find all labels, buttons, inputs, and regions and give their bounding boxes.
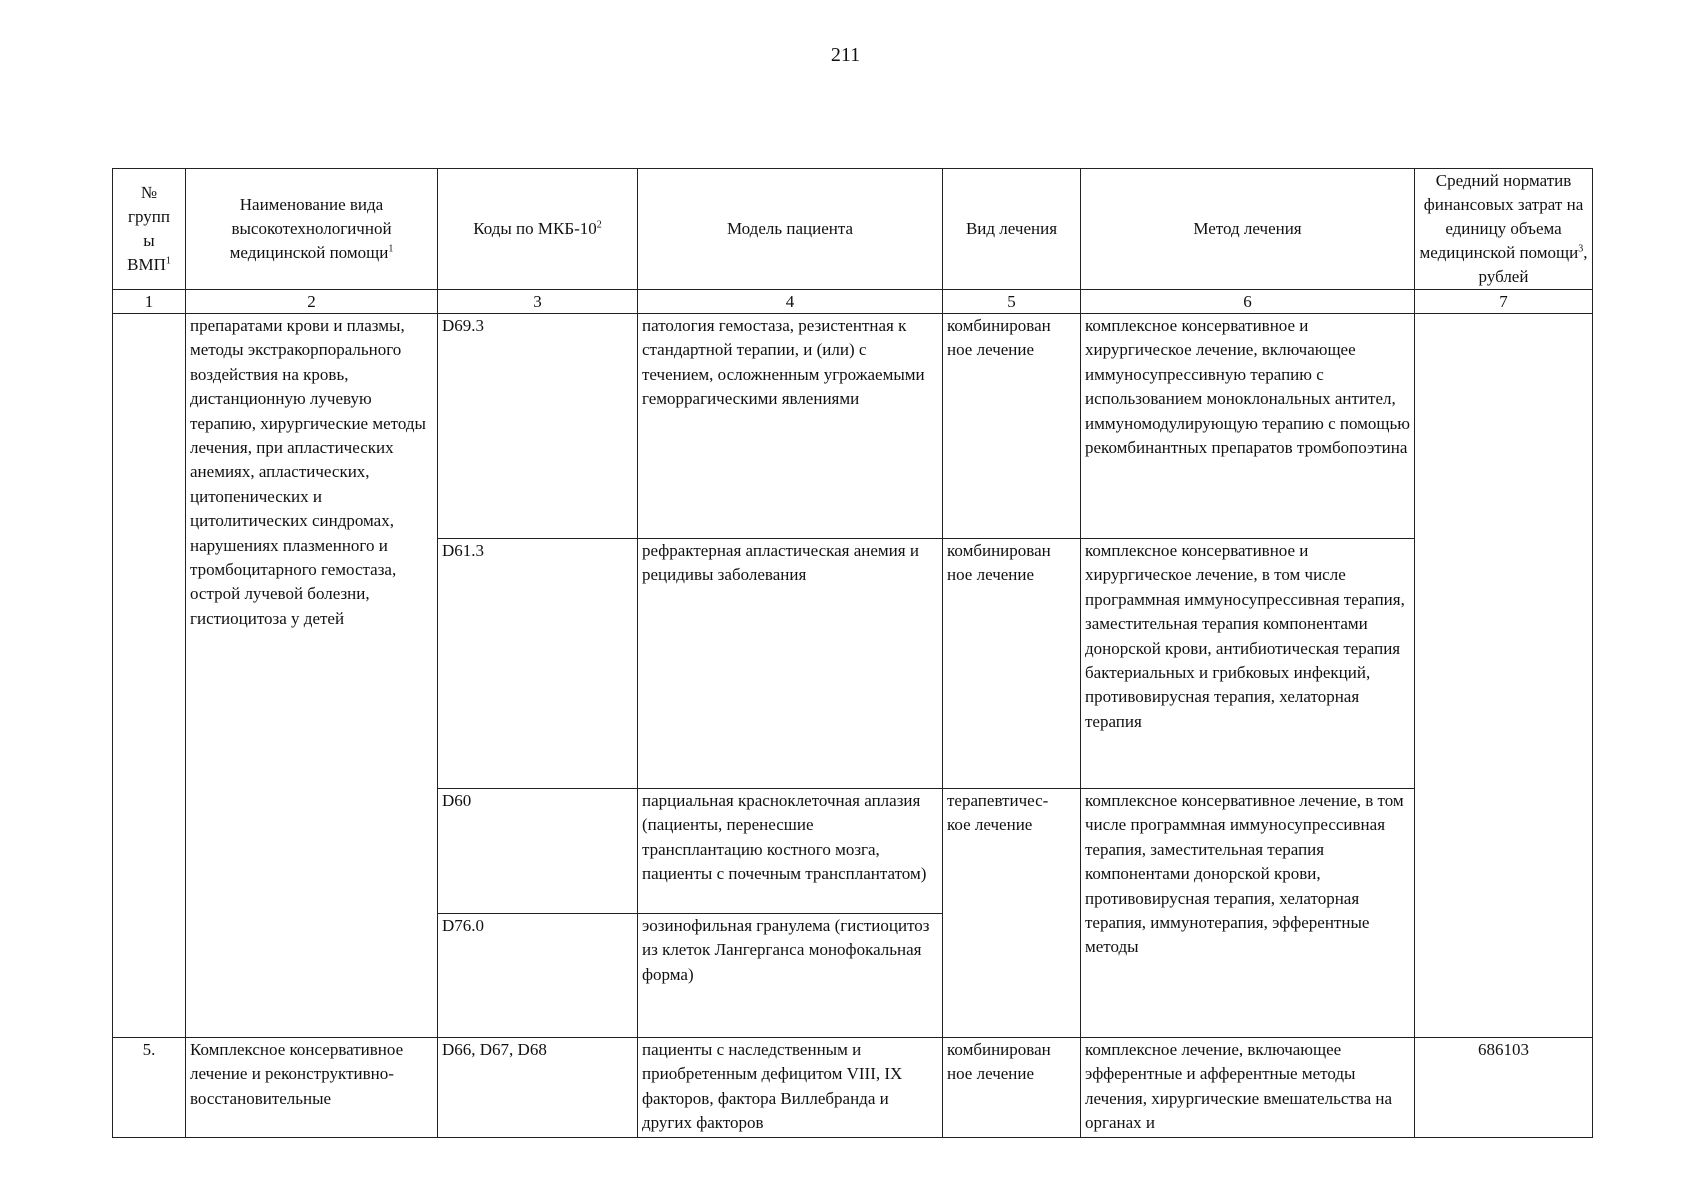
care-name-cell: препаратами крови и плазмы, методы экстракорпорального воздействия на кровь, дистанционную лучевую терапию, хирургические методы лечения, при апластических анемиях, апластических, цитопенических и цитолитических синдромах, нарушениях плазменного и тромбоцитарного гемостаза, острой лучевой болезни, гистиоцитоза у детей bbox=[186, 314, 438, 1038]
column-number: 3 bbox=[438, 290, 638, 314]
average-cost-cell bbox=[1415, 314, 1593, 1038]
treatment-method-cell: комплексное консервативное и хирургическое лечение, включающее иммуносупрессивную терапию с использованием моноклональных антител, иммуномодулирующую терапию с помощью рекомбинантных препаратов тромбопоэтина bbox=[1081, 314, 1415, 539]
treatment-method-cell: комплексное консервативное и хирургическое лечение, в том числе программная иммуносупрессивная терапия, заместительная терапия компонентами донорской крови, антибиотическая терапия бактериальных и грибковых инфекций, противовирусная терапия, хелаторная терапия bbox=[1081, 539, 1415, 789]
icd-code-cell: D60 bbox=[438, 789, 638, 914]
icd-code-cell: D69.3 bbox=[438, 314, 638, 539]
column-number-row bbox=[113, 290, 1593, 314]
icd-code-cell: D76.0 bbox=[438, 914, 638, 1038]
vmp-table bbox=[112, 168, 1593, 1138]
group-number-cell: 5. bbox=[113, 1038, 186, 1138]
column-number: 1 bbox=[113, 290, 186, 314]
table-row bbox=[113, 314, 1593, 539]
column-number: 2 bbox=[186, 290, 438, 314]
patient-model-cell: пациенты с наследственным и приобретенным дефицитом VIII, IX факторов, фактора Виллебранда и других факторов bbox=[638, 1038, 943, 1138]
header-treatment-method: Метод лечения bbox=[1081, 169, 1415, 290]
icd-code-cell: D66, D67, D68 bbox=[438, 1038, 638, 1138]
table-row bbox=[113, 1038, 1593, 1138]
treatment-type-cell: терапевтичес- кое лечение bbox=[943, 789, 1081, 1038]
column-number: 4 bbox=[638, 290, 943, 314]
treatment-method-cell: комплексное лечение, включающее эфферентные и афферентные методы лечения, хирургические вмешательства на органах и bbox=[1081, 1038, 1415, 1138]
header-group-number: № групп ы ВМП$^1$ bbox=[113, 169, 186, 290]
care-name-cell: Комплексное консервативное лечение и реконструктивно-восстановительные bbox=[186, 1038, 438, 1138]
header-treatment-type: Вид лечения bbox=[943, 169, 1081, 290]
page-number: 211 bbox=[830, 44, 861, 66]
header-row bbox=[113, 169, 1593, 290]
treatment-type-cell: комбинирован ное лечение bbox=[943, 1038, 1081, 1138]
icd-code-cell: D61.3 bbox=[438, 539, 638, 789]
patient-model-cell: рефрактерная апластическая анемия и рецидивы заболевания bbox=[638, 539, 943, 789]
header-care-name: Наименование вида высокотехнологичной медицинской помощи$^1$ bbox=[186, 169, 438, 290]
header-patient-model: Модель пациента bbox=[638, 169, 943, 290]
column-number: 5 bbox=[943, 290, 1081, 314]
column-number: 7 bbox=[1415, 290, 1593, 314]
header-average-cost: Средний норматив финансовых затрат на единицу объема медицинской помощи$^3$, рублей bbox=[1415, 169, 1593, 290]
treatment-method-cell: комплексное консервативное лечение, в том числе программная иммуносупрессивная терапия, заместительная терапия компонентами донорской крови, противовирусная терапия, хелаторная терапия, иммунотерапия, эфферентные методы bbox=[1081, 789, 1415, 1038]
header-icd-codes: Коды по МКБ-$10^2$ bbox=[438, 169, 638, 290]
patient-model-cell: эозинофильная гранулема (гистиоцитоз из клеток Лангерганса монофокальная форма) bbox=[638, 914, 943, 1038]
average-cost-cell: 686103 bbox=[1415, 1038, 1593, 1138]
patient-model-cell: патология гемостаза, резистентная к стандартной терапии, и (или) с течением, осложненным угрожаемыми геморрагическими явлениями bbox=[638, 314, 943, 539]
treatment-type-cell: комбинирован ное лечение bbox=[943, 539, 1081, 789]
patient-model-cell: парциальная красноклеточная аплазия (пациенты, перенесшие трансплантацию костного мозга, пациенты с почечным трансплантатом) bbox=[638, 789, 943, 914]
column-number: 6 bbox=[1081, 290, 1415, 314]
group-number-cell bbox=[113, 314, 186, 1038]
treatment-type-cell: комбинирован ное лечение bbox=[943, 314, 1081, 539]
